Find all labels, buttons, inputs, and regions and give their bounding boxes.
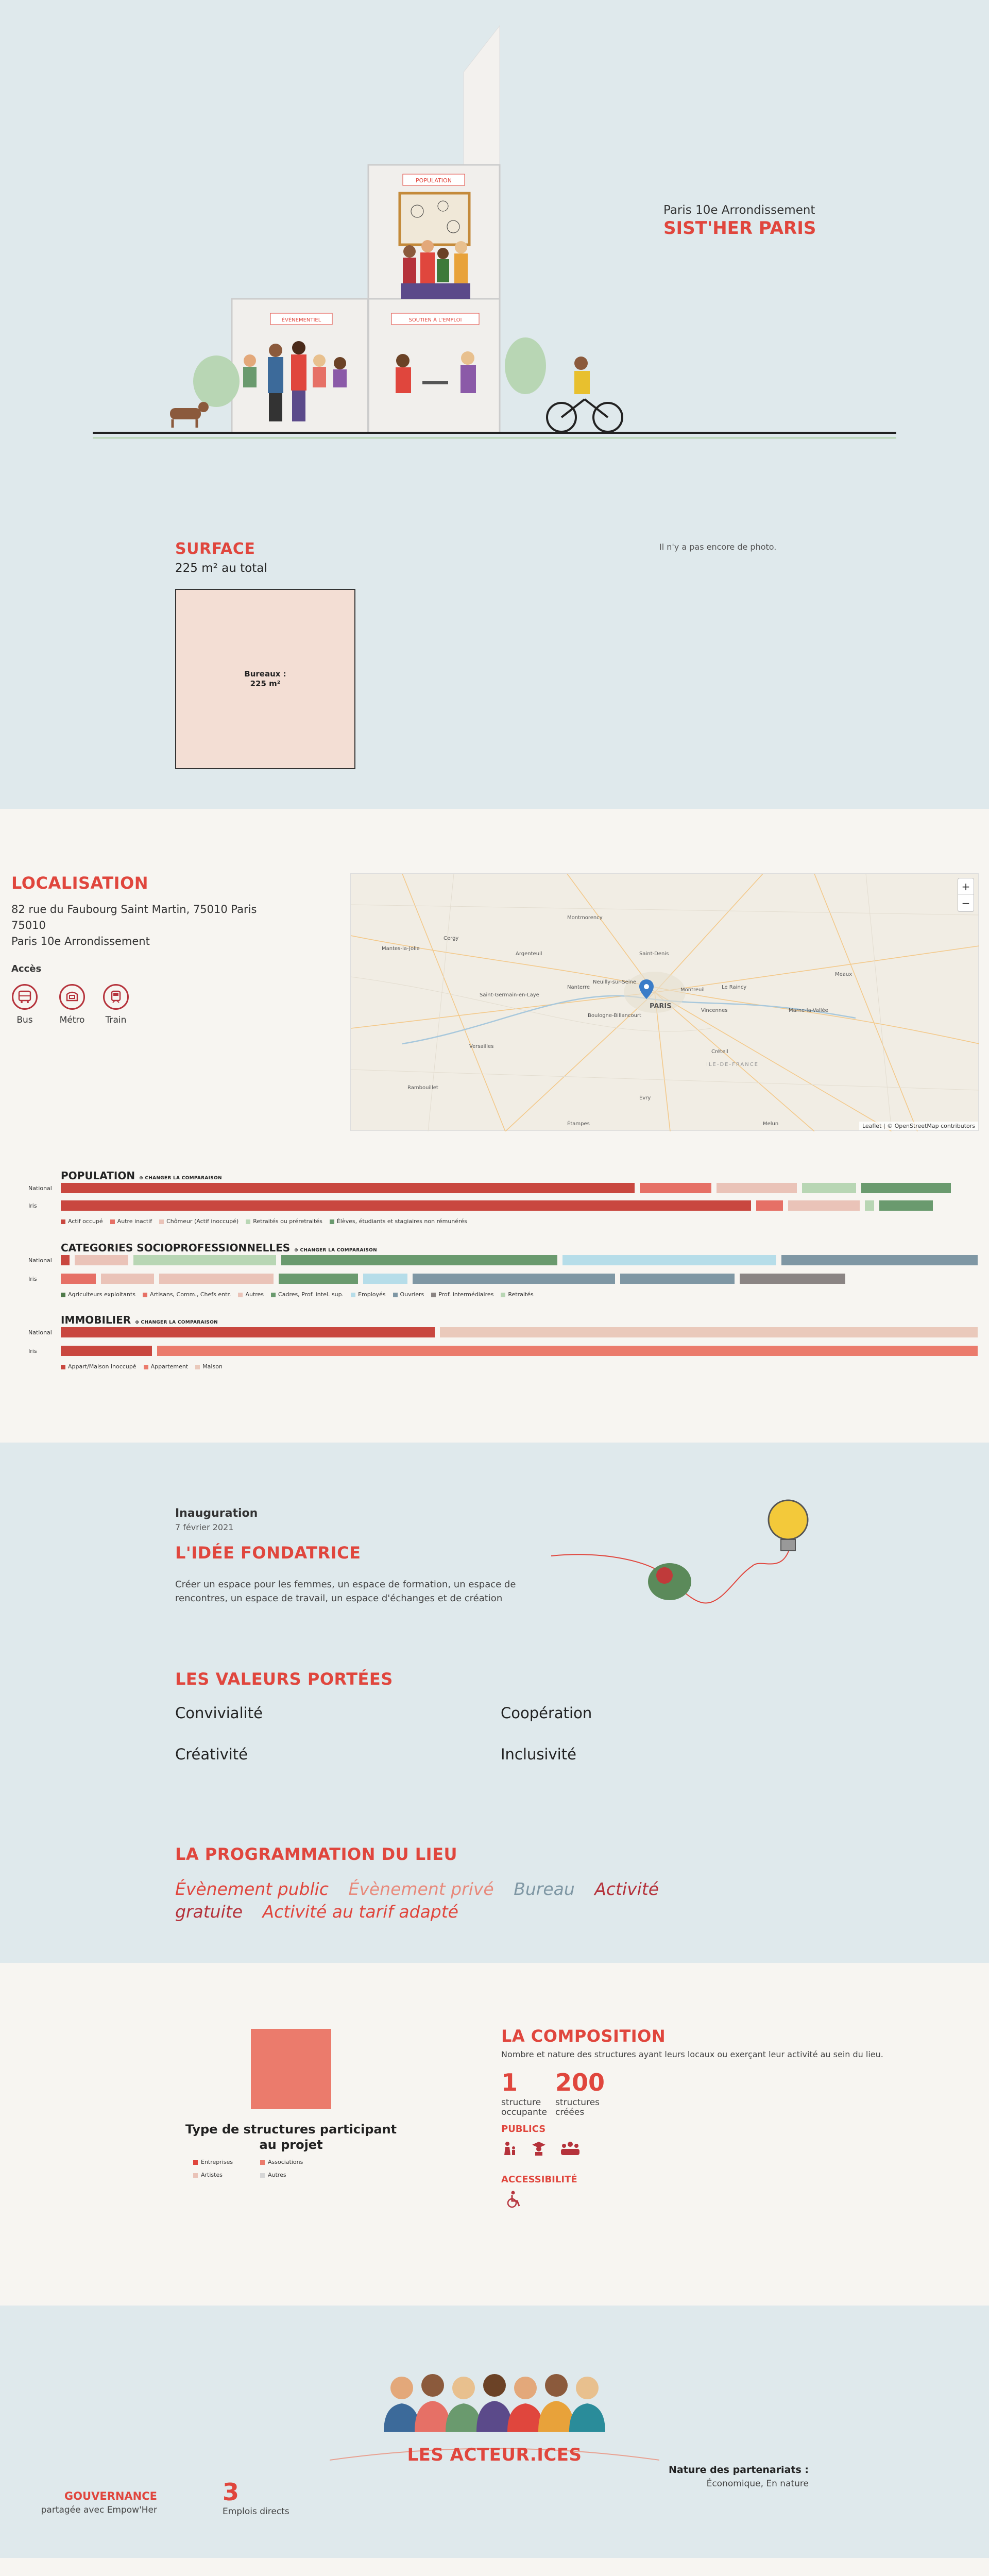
label-line: structures bbox=[555, 2097, 600, 2108]
bar-segment bbox=[61, 1274, 96, 1284]
map-place-label: Le Raincy bbox=[722, 985, 747, 990]
map-place-label: Évry bbox=[639, 1095, 651, 1101]
composition-title: LA COMPOSITION bbox=[501, 2026, 666, 2046]
structures-creees-count: 200 bbox=[555, 2069, 605, 2096]
structures-legend bbox=[193, 2159, 327, 2178]
immobilier-bar-iris bbox=[61, 1346, 978, 1356]
row-label-iris: Iris bbox=[28, 1348, 37, 1354]
immobilier-bar-national bbox=[61, 1327, 978, 1337]
bar-segment bbox=[788, 1200, 860, 1211]
map-place-label: Rambouillet bbox=[407, 1085, 438, 1091]
legend-item: Agriculteurs exploitants bbox=[61, 1291, 135, 1298]
page-title: SIST'HER PARIS bbox=[663, 218, 816, 239]
row-label-national: National bbox=[28, 1329, 52, 1336]
immobilier-title bbox=[61, 1314, 218, 1326]
bar-segment bbox=[717, 1183, 797, 1193]
immobilier-legend bbox=[61, 1363, 223, 1370]
legend-item: Cadres, Prof. intel. sup. bbox=[271, 1291, 344, 1298]
map-place-label: Meaux bbox=[835, 972, 852, 977]
idee-title: L'IDÉE FONDATRICE bbox=[175, 1543, 361, 1563]
zoom-out-button[interactable]: − bbox=[961, 897, 970, 909]
valeur-item: Convivialité bbox=[175, 1704, 263, 1722]
csp-bar-national bbox=[61, 1255, 978, 1265]
map-place-label: Melun bbox=[763, 1121, 779, 1127]
bar-segment bbox=[61, 1183, 635, 1193]
train-icon bbox=[103, 984, 129, 1010]
structures-occupantes-count: 1 bbox=[501, 2069, 518, 2096]
idee-section bbox=[0, 1443, 989, 1963]
address-district: Paris 10e Arrondissement bbox=[11, 935, 150, 947]
legend-item: Autres bbox=[260, 2172, 327, 2178]
bar-segment bbox=[363, 1274, 407, 1284]
valeur-item: Inclusivité bbox=[501, 1745, 576, 1763]
surface-box bbox=[175, 589, 355, 769]
bar-segment bbox=[865, 1200, 874, 1211]
emplois-label: Emplois directs bbox=[223, 2506, 289, 2517]
bar-segment bbox=[640, 1183, 711, 1193]
legend-item: Autre inactif bbox=[110, 1218, 152, 1225]
address-postcode: 75010 bbox=[11, 919, 46, 931]
graduate-icon bbox=[530, 2141, 548, 2156]
bar-segment bbox=[879, 1200, 933, 1211]
programmation-item: Activité au tarif adapté bbox=[262, 1902, 458, 1922]
bar-segment bbox=[133, 1255, 276, 1265]
valeur-item: Créativité bbox=[175, 1745, 248, 1763]
bar-segment bbox=[281, 1255, 557, 1265]
localisation-title: LOCALISATION bbox=[11, 873, 149, 893]
publics-title: PUBLICS bbox=[501, 2124, 546, 2134]
map-place-label: Saint-Germain-en-Laye bbox=[480, 992, 539, 998]
population-title-text: POPULATION bbox=[61, 1170, 135, 1182]
legend-item: Chômeur (Actif inoccupé) bbox=[159, 1218, 238, 1225]
bar-segment bbox=[562, 1255, 776, 1265]
map-place-label: Argenteuil bbox=[516, 951, 542, 957]
csp-legend bbox=[61, 1291, 534, 1298]
map-place-label: Montreuil bbox=[680, 987, 705, 993]
legend-item: Associations bbox=[260, 2159, 327, 2165]
label-line: occupante bbox=[501, 2107, 547, 2117]
legend-item: Artistes bbox=[193, 2172, 260, 2178]
map-place-label: Nanterre bbox=[567, 985, 590, 990]
bar-segment bbox=[620, 1274, 735, 1284]
map-place-label: Marne-la-Vallée bbox=[789, 1008, 828, 1013]
bar-segment bbox=[740, 1274, 845, 1284]
map-place-label: ILE-DE-FRANCE bbox=[706, 1062, 759, 1067]
transport-bus bbox=[9, 984, 40, 1025]
bus-icon bbox=[12, 984, 38, 1010]
valeur-item: Coopération bbox=[501, 1704, 592, 1722]
hero-location: Paris 10e Arrondissement bbox=[663, 204, 815, 217]
label-line: structure bbox=[501, 2097, 541, 2108]
publics-icons bbox=[501, 2141, 582, 2156]
bar-segment bbox=[159, 1274, 274, 1284]
legend-item: Retraités bbox=[501, 1291, 533, 1298]
map-place-label: Cergy bbox=[444, 936, 459, 941]
compare-link[interactable]: ⊕ CHANGER LA COMPARAISON bbox=[294, 1248, 377, 1253]
csp-title-text: CATEGORIES SOCIOPROFESSIONNELLES bbox=[61, 1242, 291, 1254]
label-line: créées bbox=[555, 2107, 585, 2117]
localisation-section bbox=[0, 809, 989, 1443]
legend-item: Appartement bbox=[144, 1363, 189, 1370]
row-label-iris: Iris bbox=[28, 1202, 37, 1209]
compare-link-text: CHANGER LA COMPARAISON bbox=[300, 1248, 377, 1253]
bar-segment bbox=[61, 1346, 152, 1356]
programmation-item: Activité gratuite bbox=[175, 1879, 659, 1922]
transport-label: Métro bbox=[59, 1015, 85, 1025]
structures-occupantes-label bbox=[501, 2098, 547, 2117]
inauguration-date: 7 février 2021 bbox=[175, 1522, 234, 1532]
map-place-label: PARIS bbox=[650, 1003, 672, 1010]
bar-segment bbox=[61, 1200, 751, 1211]
location-map[interactable] bbox=[350, 873, 979, 1131]
bar-segment bbox=[861, 1183, 951, 1193]
legend-item: Artisans, Comm., Chefs entr. bbox=[143, 1291, 231, 1298]
map-place-label: Mantes-la-Jolie bbox=[382, 946, 420, 952]
csp-title bbox=[61, 1242, 377, 1254]
composition-section bbox=[0, 1963, 989, 2306]
programmation-title: LA PROGRAMMATION DU LIEU bbox=[175, 1844, 457, 1864]
map-place-label: Boulogne-Billancourt bbox=[588, 1013, 641, 1019]
programmation-item: Bureau bbox=[514, 1879, 575, 1899]
legend-item: Retraités ou préretraités bbox=[246, 1218, 322, 1225]
structures-chart bbox=[251, 2029, 331, 2109]
programmation-item: Évènement privé bbox=[348, 1879, 494, 1899]
transport-label: Train bbox=[105, 1015, 127, 1025]
compare-link[interactable]: ⊕ CHANGER LA COMPARAISON bbox=[139, 1176, 222, 1181]
bar-segment bbox=[101, 1274, 154, 1284]
compare-link-text: CHANGER LA COMPARAISON bbox=[145, 1176, 222, 1181]
compare-link[interactable]: ⊕ CHANGER LA COMPARAISON bbox=[135, 1320, 218, 1325]
map-place-label: Saint-Denis bbox=[639, 951, 669, 957]
transport-train bbox=[100, 984, 131, 1025]
structures-chart-title: Type de structures participant au projet bbox=[185, 2122, 397, 2152]
bar-segment bbox=[802, 1183, 856, 1193]
illu-label-evenementiel: ÉVÉNEMENTIEL bbox=[281, 317, 321, 323]
metro-icon bbox=[59, 984, 85, 1010]
mother-child-icon bbox=[501, 2141, 519, 2156]
address bbox=[11, 902, 279, 950]
acteurs-section bbox=[0, 2306, 989, 2558]
transport-metro bbox=[57, 984, 88, 1025]
row-label-national: National bbox=[28, 1185, 52, 1192]
bar-segment bbox=[61, 1255, 70, 1265]
population-bar-national bbox=[61, 1183, 978, 1193]
programmation-item: Évènement public bbox=[175, 1879, 329, 1899]
acces-label: Accès bbox=[11, 963, 42, 974]
acteurs-title: LES ACTEUR.ICES bbox=[407, 2445, 582, 2465]
bar-segment bbox=[279, 1274, 358, 1284]
impact-section bbox=[0, 2558, 989, 2576]
map-place-label: Vincennes bbox=[701, 1008, 728, 1013]
hero-section bbox=[0, 0, 989, 809]
legend-item: Autres bbox=[238, 1291, 264, 1298]
emplois-count: 3 bbox=[223, 2478, 240, 2506]
legend-item: Ouvriers bbox=[393, 1291, 424, 1298]
gouvernance-subtitle: partagée avec Empow'Her bbox=[41, 2505, 157, 2515]
bar-segment bbox=[781, 1255, 978, 1265]
map-zoom-control bbox=[958, 878, 974, 912]
surface-box-value: 225 m² bbox=[250, 679, 281, 688]
bar-segment bbox=[61, 1327, 435, 1337]
idee-text: Créer un espace pour les femmes, un espace de formation, un espace de rencontres, un espace de travail, un espace d'échanges et de création bbox=[175, 1579, 516, 1604]
no-photo-text: Il n'y a pas encore de photo. bbox=[659, 542, 777, 552]
surface-title: SURFACE bbox=[175, 540, 255, 558]
population-title bbox=[61, 1170, 222, 1182]
legend-item: Prof. intermédiaires bbox=[431, 1291, 493, 1298]
valeurs-title: LES VALEURS PORTÉES bbox=[175, 1669, 393, 1689]
bar-segment bbox=[157, 1346, 978, 1356]
map-place-label: Versailles bbox=[469, 1044, 494, 1049]
wheelchair-icon bbox=[505, 2191, 522, 2208]
gouvernance-title: GOUVERNANCE bbox=[64, 2490, 157, 2502]
illu-label-emploi: SOUTIEN À L'EMPLOI bbox=[408, 317, 462, 323]
accessibilite-title: ACCESSIBILITÉ bbox=[501, 2174, 577, 2185]
bar-segment bbox=[413, 1274, 615, 1284]
partenariats-title: Nature des partenariats : bbox=[668, 2464, 809, 2476]
population-bar-iris bbox=[61, 1200, 978, 1211]
composition-subtitle: Nombre et nature des structures ayant leurs locaux ou exerçant leur activité au sein du lieu. bbox=[501, 2049, 883, 2059]
bar-segment bbox=[756, 1200, 783, 1211]
illu-label-population: POPULATION bbox=[416, 177, 452, 184]
surface-box-label: Bureaux : bbox=[244, 669, 286, 679]
zoom-in-button[interactable]: + bbox=[958, 878, 974, 895]
inauguration-label: Inauguration bbox=[175, 1507, 258, 1520]
map-place-label: Étampes bbox=[567, 1121, 590, 1127]
bar-segment bbox=[440, 1327, 978, 1337]
partenariats-value: Économique, En nature bbox=[706, 2479, 809, 2489]
legend-item: Entreprises bbox=[193, 2159, 260, 2165]
lightbulb-illustration bbox=[541, 1499, 829, 1633]
legend-item: Élèves, étudiants et stagiaires non rémunérés bbox=[330, 1218, 467, 1225]
acteurs-illustration bbox=[371, 2365, 618, 2432]
transport-label: Bus bbox=[16, 1015, 33, 1025]
legend-item: Employés bbox=[351, 1291, 385, 1298]
map-place-label: Neuilly-sur-Seine bbox=[593, 979, 637, 985]
legend-item: Maison bbox=[195, 1363, 223, 1370]
bar-segment bbox=[75, 1255, 128, 1265]
row-label-iris: Iris bbox=[28, 1276, 37, 1282]
surface-total: 225 m² au total bbox=[175, 562, 267, 575]
programmation-list bbox=[175, 1878, 711, 1923]
map-attribution[interactable]: Leaflet | © OpenStreetMap contributors bbox=[859, 1122, 978, 1130]
compare-link-text: CHANGER LA COMPARAISON bbox=[141, 1320, 218, 1325]
map-place-label: Créteil bbox=[711, 1049, 728, 1055]
immobilier-title-text: IMMOBILIER bbox=[61, 1314, 131, 1326]
map-place-label: Montmorency bbox=[567, 915, 603, 921]
population-legend bbox=[61, 1218, 467, 1225]
structures-creees-label bbox=[555, 2098, 600, 2117]
legend-item: Actif occupé bbox=[61, 1218, 103, 1225]
map-marker-icon[interactable] bbox=[639, 979, 654, 1001]
address-line: 82 rue du Faubourg Saint Martin, 75010 Paris bbox=[11, 903, 257, 916]
legend-item: Appart/Maison inoccupé bbox=[61, 1363, 137, 1370]
csp-bar-iris bbox=[61, 1274, 978, 1284]
row-label-national: National bbox=[28, 1257, 52, 1264]
group-icon bbox=[559, 2141, 582, 2156]
